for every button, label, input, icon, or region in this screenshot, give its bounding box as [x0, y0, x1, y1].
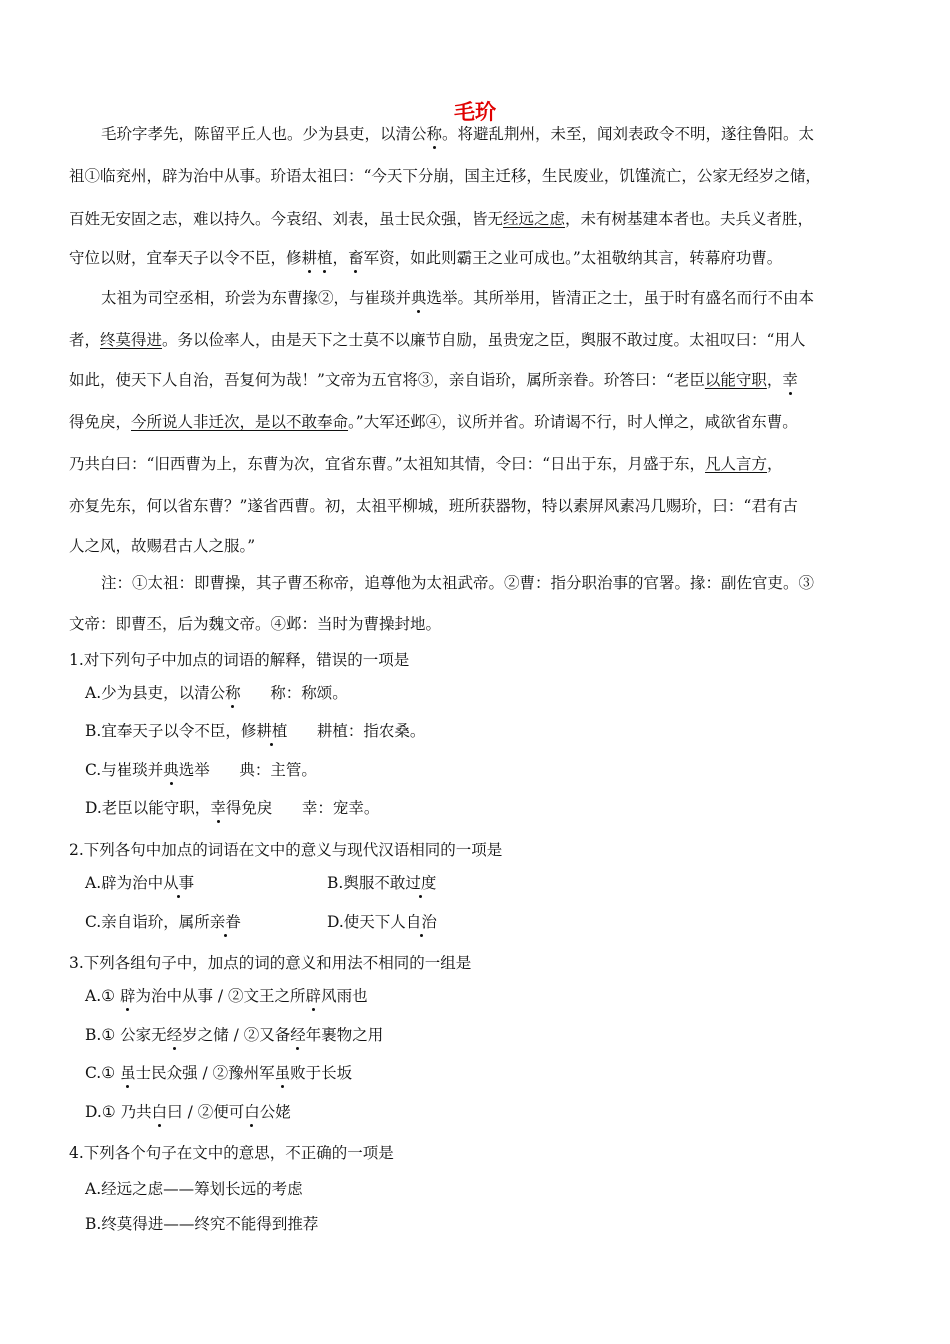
text: 风雨也 — [321, 987, 368, 1005]
text: D.老臣以能守职， — [85, 799, 211, 817]
text: 耕植：指农桑。 — [287, 722, 426, 740]
text: 年裹物之用 — [305, 1026, 384, 1044]
text: ， — [766, 371, 783, 389]
text: 。务以俭率人，由是天下之士莫不以廉节自励，虽贵宠之臣，舆服不敢过度。太祖叹曰：“用人 — [162, 331, 806, 349]
dotted-word: 过度 — [405, 874, 437, 892]
text: 士民众强 / ②豫州军 — [135, 1064, 275, 1082]
dotted-word: 典 — [411, 289, 427, 307]
text: A.辟为治中 — [85, 874, 164, 892]
passage-line — [101, 288, 921, 308]
passage-line: 亦复先东，何以省东曹？”遂省西曹。初，太祖平柳城，班所获器物，特以素屏风素冯几赐玠，曰：“君有古 — [69, 497, 798, 515]
text: B.宜奉天子以令不臣，修 — [85, 722, 257, 740]
passage-line — [101, 124, 921, 144]
passage-line: 人之风，故赐君古人之服。” — [69, 537, 256, 555]
answer-option[interactable] — [327, 873, 436, 893]
text: 得免戾 幸：宠幸。 — [225, 799, 380, 817]
dotted-word: 亲眷 — [209, 913, 241, 931]
text: C.① — [85, 1064, 121, 1082]
passage-line — [69, 412, 889, 432]
answer-option[interactable] — [85, 986, 368, 1006]
text: 得免戾， — [69, 413, 132, 431]
dotted-word: 虽 — [274, 1064, 291, 1082]
text: C.与崔琰并 — [85, 761, 164, 779]
answer-option[interactable] — [85, 1102, 291, 1122]
answer-option[interactable] — [85, 798, 379, 818]
text: ，未有树基建本者也。夫兵义者胜， — [565, 210, 814, 228]
dotted-word: 植 — [317, 249, 333, 267]
text: 毛玠字孝先，陈留平丘人也。少为县吏，以清公 — [101, 125, 427, 143]
text: 公姥 — [259, 1103, 291, 1121]
text: A.① — [85, 987, 120, 1005]
answer-option[interactable]: A.经远之虑——筹划长远的考虑 — [85, 1180, 303, 1198]
text: 军资，如此则霸王之业可成也。”太祖敬纳其言，转幕府功曹。 — [363, 249, 783, 267]
note-line: 注：①太祖：即曹操，其子曹丕称帝，追尊他为太祖武帝。②曹：指分职治事的官署。掾：副佐官吏。③ — [101, 574, 815, 592]
underlined-phrase: 终莫得进 — [100, 331, 163, 349]
dotted-word: 辟 — [119, 987, 136, 1005]
answer-option[interactable] — [85, 873, 194, 893]
dotted-word: 称 — [225, 684, 241, 702]
text: A.少为县吏，以清公 — [85, 684, 226, 702]
question-stem: 4.下列各个句子在文中的意思，不正确的一项是 — [69, 1144, 394, 1162]
text: 败于长坂 — [290, 1064, 353, 1082]
passage-line — [69, 370, 889, 390]
text: 守位以财，宜奉天子以令不臣，修 — [69, 249, 302, 267]
answer-option[interactable] — [85, 1025, 383, 1045]
text: 者， — [69, 331, 101, 349]
dotted-word: 畜 — [348, 249, 364, 267]
text: 。将避乱荆州，未至，闻刘表政令不明，遂往鲁阳。太 — [442, 125, 815, 143]
dotted-word: 自治 — [405, 913, 437, 931]
dotted-word: 白 — [244, 1103, 260, 1121]
question-stem: 3.下列各组句子中，加点的词的意义和用法不相同的一组是 — [69, 954, 472, 972]
passage-line — [69, 454, 889, 474]
dotted-word: 白 — [151, 1103, 168, 1121]
dotted-word: 虽 — [120, 1064, 136, 1082]
text: 为治中从事 / ②文王之所 — [135, 987, 306, 1005]
text: B.舆服不敢 — [327, 874, 406, 892]
dotted-word: 经 — [290, 1026, 306, 1044]
dotted-word: 称 — [426, 125, 443, 143]
answer-option[interactable] — [85, 721, 425, 741]
answer-option[interactable] — [85, 1063, 352, 1083]
dotted-word: 幸 — [210, 799, 226, 817]
passage-line — [69, 248, 889, 268]
dotted-word: 从事 — [163, 874, 195, 892]
underlined-phrase: 今所说人非迁次，是以不敢奉命 — [131, 413, 349, 431]
text: C.亲自诣玠，属所 — [85, 913, 210, 931]
text: 太祖为司空丞相，玠尝为东曹掾②，与崔琰并 — [101, 289, 412, 307]
answer-option[interactable] — [327, 912, 437, 932]
answer-option[interactable] — [85, 912, 241, 932]
text: 选举 典：主管。 — [178, 761, 317, 779]
text: 。”大军还邺④，议所并省。玠请谒不行，时人惮之，咸欲省东曹。 — [348, 413, 798, 431]
text: 百姓无安固之志，难以持久。今袁绍、刘表，虽士民众强，皆无 — [69, 210, 504, 228]
note-line: 文帝：即曹丕，后为魏文帝。④邺：当时为曹操封地。 — [69, 615, 442, 633]
text: B.① 公家无 — [85, 1026, 167, 1044]
underlined-phrase: 经远之虑 — [503, 210, 566, 228]
question-stem: 2.下列各句中加点的词语在文中的意义与现代汉语相同的一项是 — [69, 841, 503, 859]
text: D.使天下人 — [327, 913, 406, 931]
text: 如此，使天下人自治，吾复何为哉！”文帝为五官将③，亲自诣玠，属所亲眷。玠答曰：“老臣 — [69, 371, 705, 389]
text: ， — [332, 249, 349, 267]
text: 选举。其所举用，皆清正之士，虽于时有盛名而行不由本 — [426, 289, 815, 307]
text: ， — [767, 455, 783, 473]
passage-line: 祖①临兖州，辟为治中从事。玠语太祖曰：“今天下分崩，国主迁移，生民废业，饥馑流亡，公家无经岁之储， — [69, 167, 821, 185]
question-stem: 1.对下列句子中加点的词语的解释，错误的一项是 — [69, 651, 410, 669]
text: D.① 乃共 — [85, 1103, 152, 1121]
dotted-word: 辟 — [305, 987, 322, 1005]
text: 曰 / ②便可 — [167, 1103, 245, 1121]
dotted-word: 耕 — [301, 249, 318, 267]
answer-option[interactable] — [85, 683, 348, 703]
dotted-word: 幸 — [782, 371, 798, 389]
passage-line — [69, 330, 889, 350]
page-title: 毛玠 — [454, 100, 496, 124]
text: 乃共白曰：“旧西曹为上，东曹为次，宜省东曹。”太祖知其情，令曰：“日出于东，月盛于东， — [69, 455, 706, 473]
text: 岁之储 / ②又备 — [182, 1026, 291, 1044]
dotted-word: 耕植 — [256, 722, 288, 740]
text: 称：称颂。 — [240, 684, 348, 702]
answer-option[interactable] — [85, 760, 317, 780]
passage-line — [69, 209, 889, 229]
answer-option[interactable]: B.终莫得进——终究不能得到推荐 — [85, 1215, 319, 1233]
underlined-phrase: 以能守职 — [704, 371, 767, 389]
dotted-word: 典 — [163, 761, 179, 779]
underlined-phrase: 凡人言方 — [705, 455, 768, 473]
dotted-word: 经 — [166, 1026, 183, 1044]
